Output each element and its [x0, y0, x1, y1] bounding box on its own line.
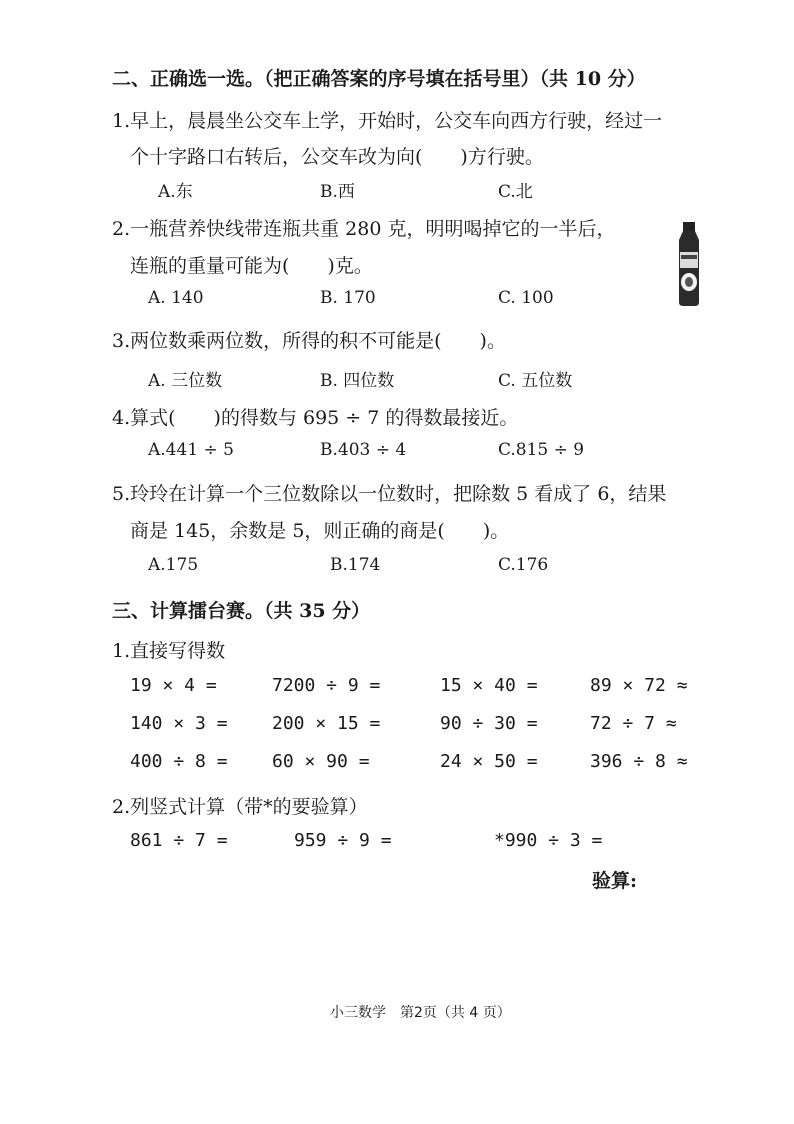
q2-line1: 2.一瓶营养快线带连瓶共重 280 克，明明喝掉它的一半后，	[112, 218, 616, 240]
drink-bottle-image	[672, 222, 706, 306]
q1-option-c: C.北	[498, 182, 533, 202]
calc-r3-c4: 396 ÷ 8 ≈	[590, 751, 688, 772]
part2-title: 2.列竖式计算（带*的要验算）	[112, 796, 368, 818]
vertical-calc-3: *990 ÷ 3 =	[494, 830, 603, 851]
calc-r1-c3: 15 × 40 =	[440, 675, 538, 696]
q2-option-a: A. 140	[148, 288, 204, 308]
section3-heading: 三、计算擂台赛。（共 35 分）	[112, 600, 371, 622]
calc-r2-c4: 72 ÷ 7 ≈	[590, 713, 677, 734]
q5-option-b: B.174	[330, 555, 381, 575]
q3-option-c: C. 五位数	[498, 371, 573, 391]
q4-option-b: B.403 ÷ 4	[320, 440, 407, 460]
q3-line1: 3.两位数乘两位数，所得的积不可能是( )。	[112, 330, 506, 352]
calc-r1-c2: 7200 ÷ 9 =	[272, 675, 381, 696]
calc-r1-c1: 19 × 4 =	[130, 675, 217, 696]
calc-r2-c2: 200 × 15 =	[272, 713, 381, 734]
q3-option-a: A. 三位数	[148, 371, 223, 391]
part1-title: 1.直接写得数	[112, 640, 226, 662]
section2-heading: 二、正确选一选。（把正确答案的序号填在括号里）（共 10 分）	[112, 68, 646, 90]
calc-r3-c3: 24 × 50 =	[440, 751, 538, 772]
calc-r2-c3: 90 ÷ 30 =	[440, 713, 538, 734]
q2-option-c: C. 100	[498, 288, 554, 308]
calc-r3-c1: 400 ÷ 8 =	[130, 751, 228, 772]
q5-line2: 商是 145，余数是 5，则正确的商是( )。	[130, 520, 510, 542]
check-label: 验算:	[592, 870, 638, 892]
q3-option-b: B. 四位数	[320, 371, 395, 391]
q2-option-b: B. 170	[320, 288, 376, 308]
q1-option-b: B.西	[320, 182, 355, 202]
q2-line2: 连瓶的重量可能为( )克。	[130, 255, 373, 277]
calc-r2-c1: 140 × 3 =	[130, 713, 228, 734]
page-footer: 小三数学 第2页（共 4 页）	[330, 1005, 511, 1021]
calc-r3-c2: 60 × 90 =	[272, 751, 370, 772]
q4-line1: 4.算式( )的得数与 695 ÷ 7 的得数最接近。	[112, 407, 519, 429]
vertical-calc-2: 959 ÷ 9 =	[294, 830, 392, 851]
calc-r1-c4: 89 × 72 ≈	[590, 675, 688, 696]
q1-line1: 1.早上，晨晨坐公交车上学，开始时，公交车向西方行驶，经过一	[112, 110, 663, 132]
q1-line2: 个十字路口右转后，公交车改为向( )方行驶。	[130, 146, 544, 168]
q5-option-a: A.175	[148, 555, 199, 575]
vertical-calc-1: 861 ÷ 7 =	[130, 830, 228, 851]
q4-option-c: C.815 ÷ 9	[498, 440, 585, 460]
q5-option-c: C.176	[498, 555, 549, 575]
q1-option-a: A.东	[158, 182, 193, 202]
q4-option-a: A.441 ÷ 5	[148, 440, 234, 460]
q5-line1: 5.玲玲在计算一个三位数除以一位数时，把除数 5 看成了 6，结果	[112, 483, 667, 505]
